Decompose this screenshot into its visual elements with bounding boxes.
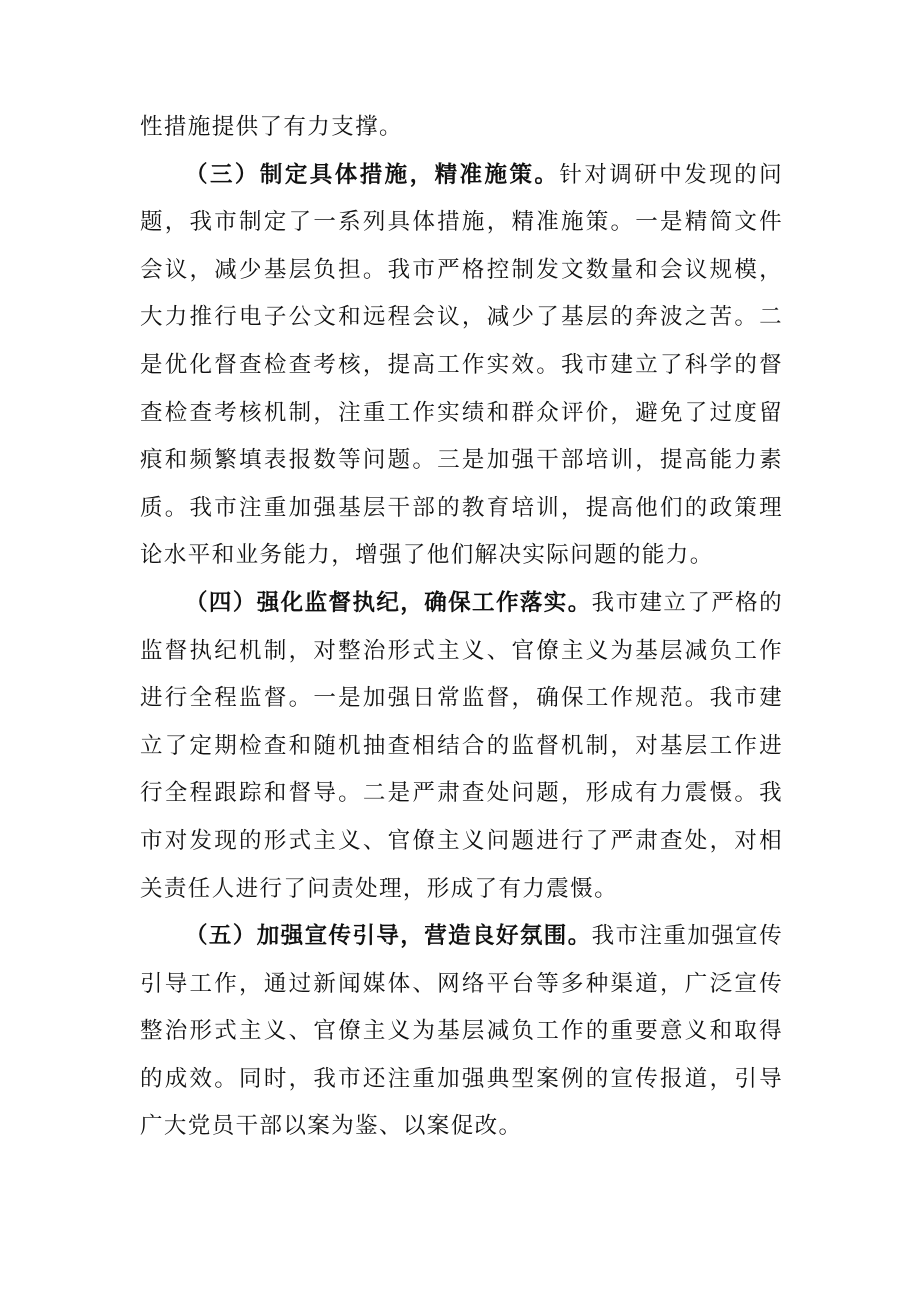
- section-heading: （四）强化监督执纪，确保工作落实。: [185, 589, 592, 616]
- paragraph-section-4: [140, 580, 783, 913]
- paragraph-section-3: [140, 152, 783, 580]
- paragraph-body: 我市建立了严格的监督执纪机制，对整治形式主义、官僚主义为基层减负工作进行全程监督。一是加强日常监督，确保工作规范。我市建立了定期检查和随机抽查相结合的监督机制，对基层工作进行全程跟踪和督导。二是严肃查处问题，形成有力震慑。我市对发现的形式主义、官僚主义问题进行了严肃查处，对相关责任人进行了问责处理，形成了有力震慑。: [140, 589, 783, 902]
- section-heading: （五）加强宣传引导，营造良好氛围。: [185, 923, 592, 950]
- paragraph-body: 性措施提供了有力支撑。: [140, 114, 403, 140]
- section-heading: （三）制定具体措施，精准施策。: [185, 161, 560, 188]
- paragraph-body: 我市注重加强宣传引导工作，通过新闻媒体、网络平台等多种渠道，广泛宣传整治形式主义、官僚主义为基层减负工作的重要意义和取得的成效。同时，我市还注重加强典型案例的宣传报道，引导广大党员干部以案为鉴、以案促改。: [140, 923, 783, 1140]
- paragraph-continuation: [140, 104, 783, 152]
- paragraph-body: 针对调研中发现的问题，我市制定了一系列具体措施，精准施策。一是精简文件会议，减少基层负担。我市严格控制发文数量和会议规模，大力推行电子公文和远程会议，减少了基层的奔波之苦。二是优化督查检查考核，提高工作实效。我市建立了科学的督查检查考核机制，注重工作实绩和群众评价，避免了过度留痕和频繁填表报数等问题。三是加强干部培训，提高能力素质。我市注重加强基层干部的教育培训，提高他们的政策理论水平和业务能力，增强了他们解决实际问题的能力。: [140, 161, 783, 569]
- document-body: [140, 104, 783, 1151]
- paragraph-section-5: [140, 913, 783, 1151]
